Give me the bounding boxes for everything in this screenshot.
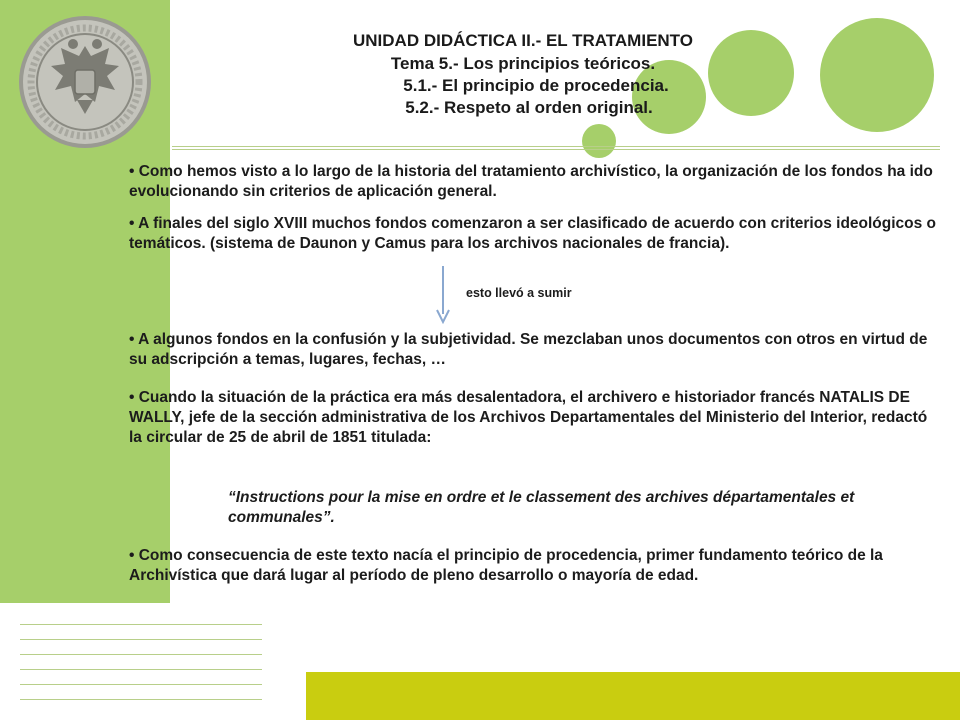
bullet-text: • Cuando la situación de la práctica era más desalentadora, el archivero e historiador francés NATALIS DE WALLY, jefe de la sección administrativa de los Archivos Departamentales del Ministerio del Interior, redactó la circular de 25 de abril de 1851 titulada: [129,389,928,446]
bullet-paragraph-1 [129,162,944,202]
title-topic: Tema 5.- Los principios teóricos. [390,54,656,73]
decor-line [20,654,262,655]
bullet-paragraph-2 [129,214,944,254]
footer-yellow-block [306,672,960,720]
decor-line [20,669,262,670]
arrow-down-icon [433,266,453,324]
bullet-text: • A finales del siglo XVIII muchos fondos comenzaron a ser clasificado de acuerdo con criterios ideológicos o temáticos. (sistema de Daunon y Camus para los archivos nacionales de francia). [129,215,937,252]
bullet-paragraph-4 [129,388,944,448]
title-unit: UNIDAD DIDÁCTICA II.- EL TRATAMIENTO [353,31,693,50]
bullet-text: • Como hemos visto a lo largo de la historia del tratamiento archivístico, la organización de los fondos ha ido evolucionando sin criterios de aplicación general. [129,163,933,200]
title-divider-top [172,146,940,147]
bullet-paragraph-5 [129,546,944,586]
decor-circle-tiny [582,124,616,158]
title-subtopic-2: 5.2.- Respeto al orden original. [405,98,653,117]
decor-lines [20,624,262,714]
bullet-text: • A algunos fondos en la confusión y la subjetividad. Se mezclaban unos documentos con otros en virtud de su adscripción a temas, lugares, fechas, … [129,331,928,368]
decor-line [20,699,262,700]
decor-circle-large [820,18,934,132]
seal-icon [17,14,153,150]
decor-line [20,639,262,640]
title-divider-bottom [172,149,940,150]
arrow-label: esto llevó a sumir [466,286,572,300]
bullet-text: • Como consecuencia de este texto nacía el principio de procedencia, primer fundamento teórico de la Archivística que dará lugar al período de pleno desarrollo o mayoría de edad. [129,547,883,584]
bullet-paragraph-3 [129,330,944,370]
slide-title [268,30,778,119]
decor-line [20,684,262,685]
circular-title-quote: “Instructions pour la mise en ordre et le classement des archives départamentales et communales”. [228,489,855,526]
title-subtopic-1: 5.1.- El principio de procedencia. [403,76,669,95]
decor-line [20,624,262,625]
